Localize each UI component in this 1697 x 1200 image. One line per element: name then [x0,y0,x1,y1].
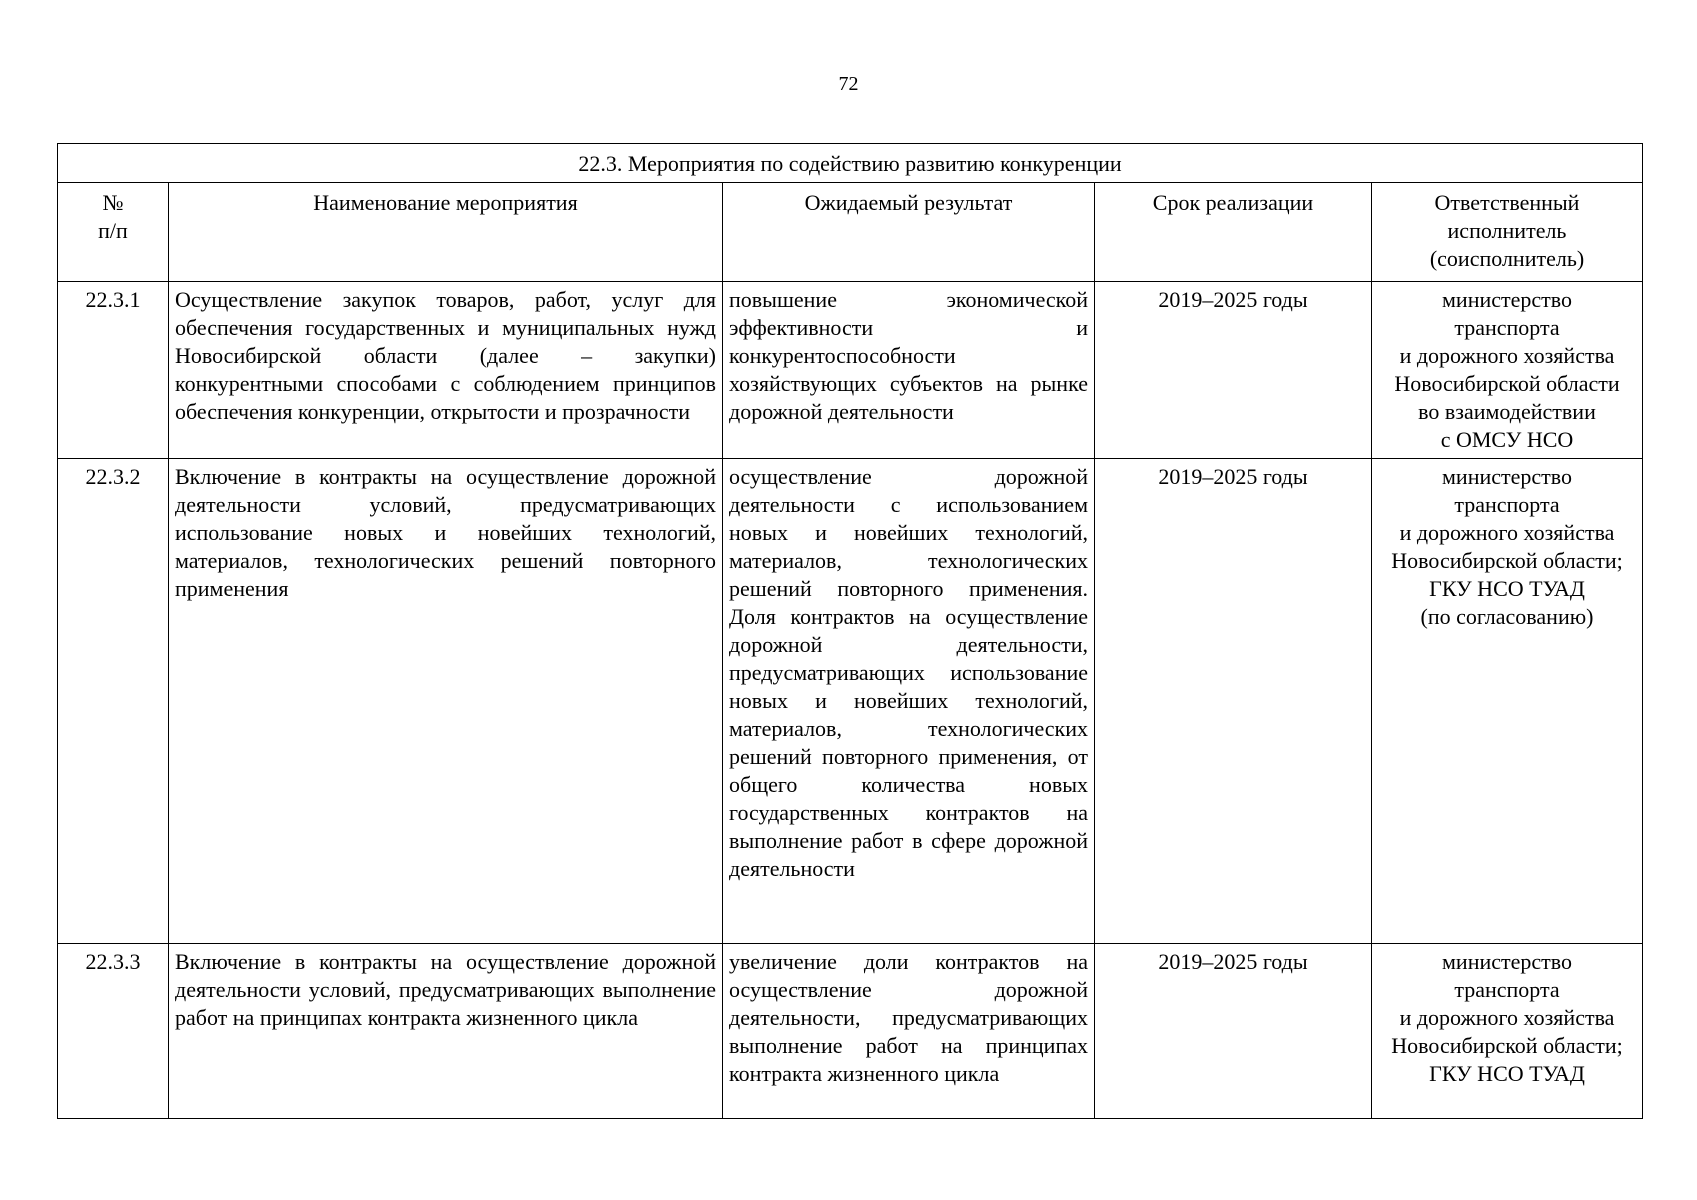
row-responsible: министерство транспорта и дорожного хозяйства Новосибирской области; ГКУ НСО ТУАД (по согласованию) [1372,459,1643,944]
row-name: Включение в контракты на осуществление дорожной деятельности условий, предусматривающих использование новых и новейших технологий, материалов, технологических решений повторного применения [169,459,723,944]
table-row [58,944,1643,1119]
header-term: Срок реализации [1095,183,1372,282]
row-result: повышение экономической эффективности и конкурентоспособности хозяйствующих субъектов на рынке дорожной деятельности [723,282,1095,459]
page-number: 72 [838,73,859,95]
row-responsible: министерство транспорта и дорожного хозяйства Новосибирской области во взаимодействии с ОМСУ НСО [1372,282,1643,459]
header-result: Ожидаемый результат [723,183,1095,282]
row-num: 22.3.2 [58,459,169,944]
header-name: Наименование мероприятия [169,183,723,282]
measures-table [57,143,1643,1119]
table-row [58,282,1643,459]
row-num: 22.3.3 [58,944,169,1119]
header-num: № п/п [58,183,169,282]
row-num: 22.3.1 [58,282,169,459]
row-term: 2019–2025 годы [1095,459,1372,944]
section-title: 22.3. Мероприятия по содействию развитию конкуренции [58,144,1643,183]
row-term: 2019–2025 годы [1095,282,1372,459]
section-title-row [58,144,1643,183]
table-row [58,459,1643,944]
row-name: Включение в контракты на осуществление дорожной деятельности условий, предусматривающих выполнение работ на принципах контракта жизненного цикла [169,944,723,1119]
row-name: Осуществление закупок товаров, работ, услуг для обеспечения государственных и муниципальных нужд Новосибирской области (далее – закупки) конкурентными способами с соблюдением принципов обеспечения конкуренции, открытости и прозрачности [169,282,723,459]
header-row [58,183,1643,282]
row-responsible: министерство транспорта и дорожного хозяйства Новосибирской области; ГКУ НСО ТУАД [1372,944,1643,1119]
row-result: увеличение доли контрактов на осуществление дорожной деятельности, предусматривающих выполнение работ на принципах контракта жизненного цикла [723,944,1095,1119]
row-result: осуществление дорожной деятельности с использованием новых и новейших технологий, материалов, технологических решений повторного применения. Доля контрактов на осуществление дорожной деятельности, предусматривающих использование новых и новейших технологий, материалов, технологических решений повторного применения, от общего количества новых государственных контрактов на выполнение работ в сфере дорожной деятельности [723,459,1095,944]
header-responsible: Ответственный исполнитель (соисполнитель) [1372,183,1643,282]
row-term: 2019–2025 годы [1095,944,1372,1119]
